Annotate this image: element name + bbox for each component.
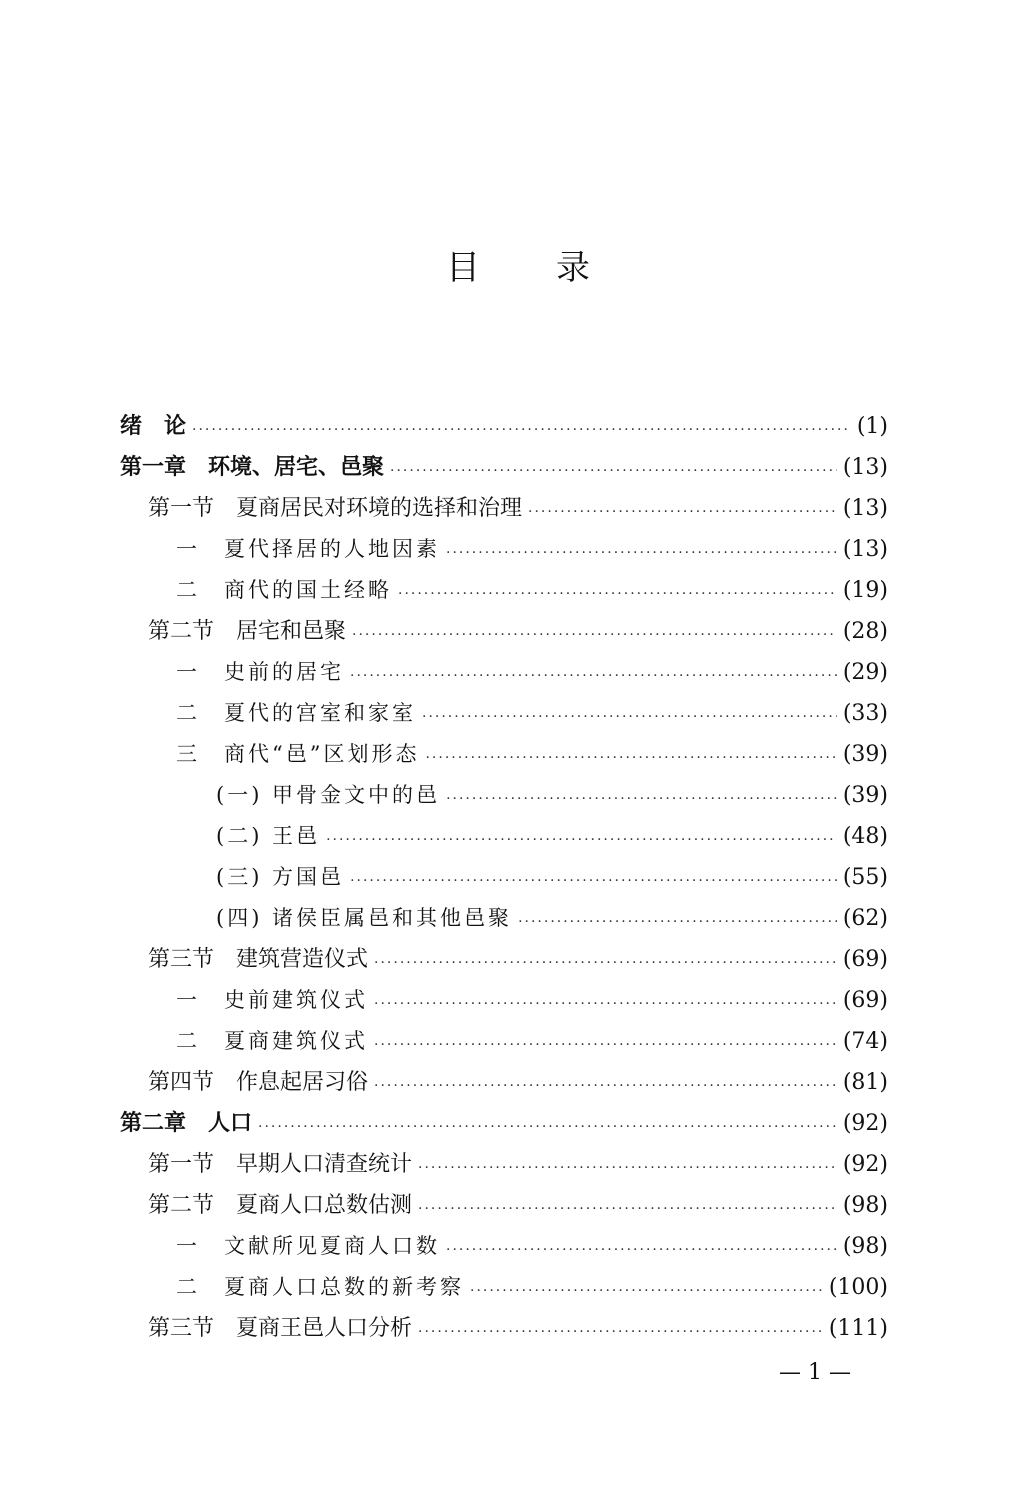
toc-entry-label: 第一章 环境、居宅、邑聚 (120, 454, 385, 480)
dot-leader (374, 1069, 837, 1103)
dot-leader (418, 1192, 837, 1226)
toc-entry-label: 一 文献所见夏商人口数 (176, 1234, 440, 1258)
page-title-char-1: 目 (446, 248, 480, 288)
toc-entry-label: (一) 甲骨金文中的邑 (216, 783, 441, 807)
dot-leader (374, 946, 837, 980)
toc-entry[interactable] (120, 529, 888, 570)
toc-entry-page: (13) (842, 537, 888, 562)
toc-entry[interactable] (120, 652, 888, 693)
toc-entry[interactable] (120, 1308, 888, 1349)
toc-entry-page: (92) (842, 1111, 888, 1136)
toc-entry-label: 绪 论 (120, 413, 187, 439)
toc-entry-label: (二) 王邑 (216, 824, 321, 848)
dot-leader (422, 700, 837, 734)
toc-entry-label: 三 商代“邑”区划形态 (176, 742, 420, 766)
dot-leader (518, 905, 837, 939)
toc-entry[interactable] (120, 1062, 888, 1103)
toc-entry[interactable] (120, 488, 888, 529)
toc-entry[interactable] (120, 816, 888, 857)
toc-entry-label: 一 史前建筑仪式 (176, 988, 368, 1012)
table-of-contents (120, 406, 888, 1349)
toc-entry-page: (39) (842, 742, 888, 767)
toc-entry-page: (28) (842, 619, 888, 644)
dot-leader (374, 987, 837, 1021)
toc-entry-label: 第一节 夏商居民对环境的选择和治理 (148, 496, 523, 521)
toc-entry[interactable] (120, 1185, 888, 1226)
toc-entry-label: 一 史前的居宅 (176, 660, 344, 684)
page-title-char-2: 录 (556, 248, 590, 288)
toc-entry-page: (98) (842, 1193, 888, 1218)
toc-entry-page: (69) (842, 947, 888, 972)
dot-leader (374, 1028, 837, 1062)
dot-leader (352, 618, 837, 652)
toc-entry-label: 第一节 早期人口清查统计 (148, 1152, 413, 1177)
toc-entry[interactable] (120, 1226, 888, 1267)
toc-entry[interactable] (120, 611, 888, 652)
toc-entry-page: (100) (828, 1275, 888, 1300)
toc-entry[interactable] (120, 406, 888, 447)
toc-entry-page: (48) (842, 824, 888, 849)
toc-entry[interactable] (120, 570, 888, 611)
toc-entry-page: (92) (842, 1152, 888, 1177)
dot-leader (446, 782, 837, 816)
dot-leader (398, 577, 837, 611)
toc-entry-page: (98) (842, 1234, 888, 1259)
toc-entry-label: (四) 诸侯臣属邑和其他邑聚 (216, 906, 513, 930)
toc-entry[interactable] (120, 1267, 888, 1308)
toc-entry-page: (74) (842, 1029, 888, 1054)
toc-entry-page: (29) (842, 660, 888, 685)
dot-leader (425, 741, 836, 775)
dot-leader (418, 1315, 823, 1349)
toc-entry-page: (55) (842, 865, 888, 890)
toc-entry-label: 第二节 居宅和邑聚 (148, 619, 347, 644)
toc-entry-page: (1) (856, 414, 888, 439)
toc-entry-label: 一 夏代择居的人地因素 (176, 537, 440, 561)
toc-entry-label: 二 商代的国土经略 (176, 578, 392, 602)
toc-entry-page: (69) (842, 988, 888, 1013)
toc-entry[interactable] (120, 1144, 888, 1185)
toc-entry-label: 二 夏商建筑仪式 (176, 1029, 368, 1053)
toc-entry[interactable] (120, 980, 888, 1021)
toc-entry-label: (三) 方国邑 (216, 865, 345, 889)
toc-entry[interactable] (120, 939, 888, 980)
toc-entry[interactable] (120, 898, 888, 939)
toc-entry-page: (81) (842, 1070, 888, 1095)
toc-entry-page: (33) (842, 701, 888, 726)
toc-entry-label: 二 夏商人口总数的新考察 (176, 1275, 464, 1299)
toc-entry-label: 第二节 夏商人口总数估测 (148, 1193, 413, 1218)
dot-leader (390, 454, 837, 488)
dot-leader (470, 1274, 823, 1308)
toc-entry-page: (13) (842, 455, 888, 480)
toc-entry[interactable] (120, 693, 888, 734)
toc-entry[interactable] (120, 447, 888, 488)
toc-entry-label: 第三节 建筑营造仪式 (148, 947, 369, 972)
toc-entry[interactable] (120, 1103, 888, 1144)
toc-entry-page: (19) (842, 578, 888, 603)
toc-entry[interactable] (120, 1021, 888, 1062)
dot-leader (192, 413, 851, 447)
toc-entry-page: (62) (842, 906, 888, 931)
dot-leader (446, 1233, 837, 1267)
page-title (0, 240, 1036, 289)
dot-leader (350, 659, 837, 693)
toc-entry-page: (111) (828, 1316, 888, 1341)
toc-entry-page: (39) (842, 783, 888, 808)
toc-entry[interactable] (120, 857, 888, 898)
dot-leader (258, 1110, 837, 1144)
dot-leader (446, 536, 837, 570)
dot-leader (326, 823, 837, 857)
toc-entry-label: 第二章 人口 (120, 1110, 253, 1136)
toc-entry[interactable] (120, 734, 888, 775)
toc-entry-label: 第三节 夏商王邑人口分析 (148, 1316, 413, 1341)
dot-leader (350, 864, 837, 898)
toc-entry-page: (13) (842, 496, 888, 521)
toc-entry[interactable] (120, 775, 888, 816)
dot-leader (418, 1151, 837, 1185)
toc-entry-label: 二 夏代的宫室和家室 (176, 701, 416, 725)
toc-entry-label: 第四节 作息起居习俗 (148, 1070, 369, 1095)
page-number: — 1 — (779, 1360, 851, 1385)
dot-leader (528, 495, 837, 529)
